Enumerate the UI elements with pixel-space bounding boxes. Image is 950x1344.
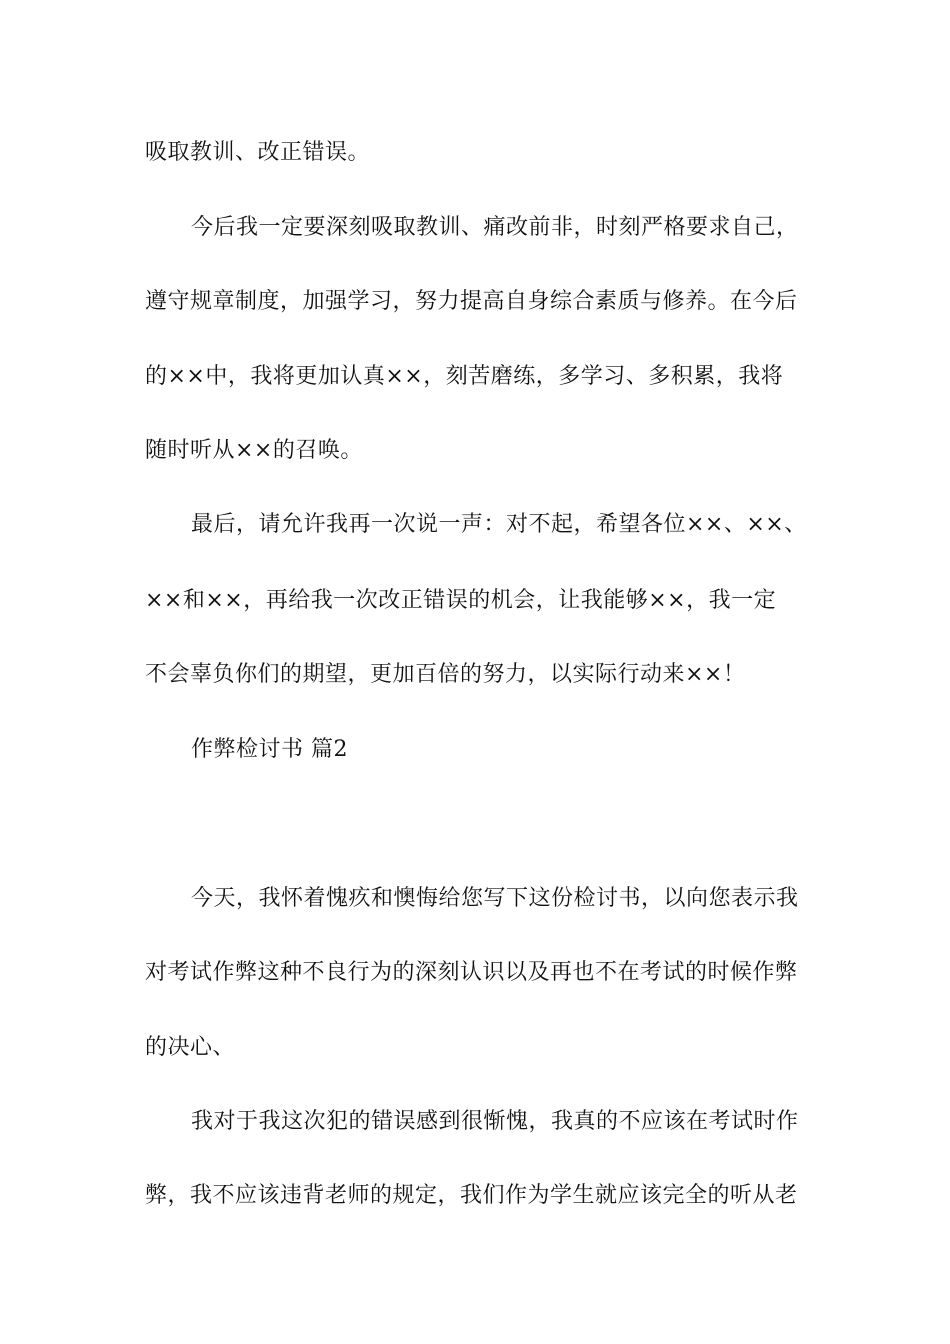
paragraph-line: 随时听从××的召唤。 xyxy=(145,438,363,463)
paragraph-line: 吸取教训、改正错误。 xyxy=(145,140,371,165)
paragraph-line: 弊，我不应该违背老师的规定，我们作为学生就应该完全的听从老 xyxy=(145,1183,798,1208)
paragraph-line: 遵守规章制度，加强学习，努力提高自身综合素质与修养。在今后 xyxy=(145,289,798,314)
paragraph-line: 的××中，我将更加认真××，刻苦磨练，多学习、多积累，我将 xyxy=(145,364,784,389)
paragraph-line: 最后，请允许我再一次说一声：对不起，希望各位××、××、 xyxy=(191,512,807,537)
paragraph-line: 我对于我这次犯的错误感到很惭愧，我真的不应该在考试时作 xyxy=(191,1109,799,1134)
paragraph-line: 不会辜负你们的期望，更加百倍的努力，以实际行动来××！ xyxy=(145,662,746,687)
section-heading: 作弊检讨书 篇2 xyxy=(191,737,348,762)
paragraph-line: 今后我一定要深刻吸取教训、痛改前非，时刻严格要求自己， xyxy=(191,215,799,240)
paragraph-line: 今天，我怀着愧疚和懊悔给您写下这份检讨书，以向您表示我 xyxy=(191,886,799,911)
paragraph-line: 的决心、 xyxy=(145,1035,236,1060)
paragraph-line: ××和××，再给我一次改正错误的机会，让我能够××，我一定 xyxy=(145,588,777,613)
paragraph-line: 对考试作弊这种不良行为的深刻认识以及再也不在考试的时候作弊 xyxy=(145,960,798,985)
